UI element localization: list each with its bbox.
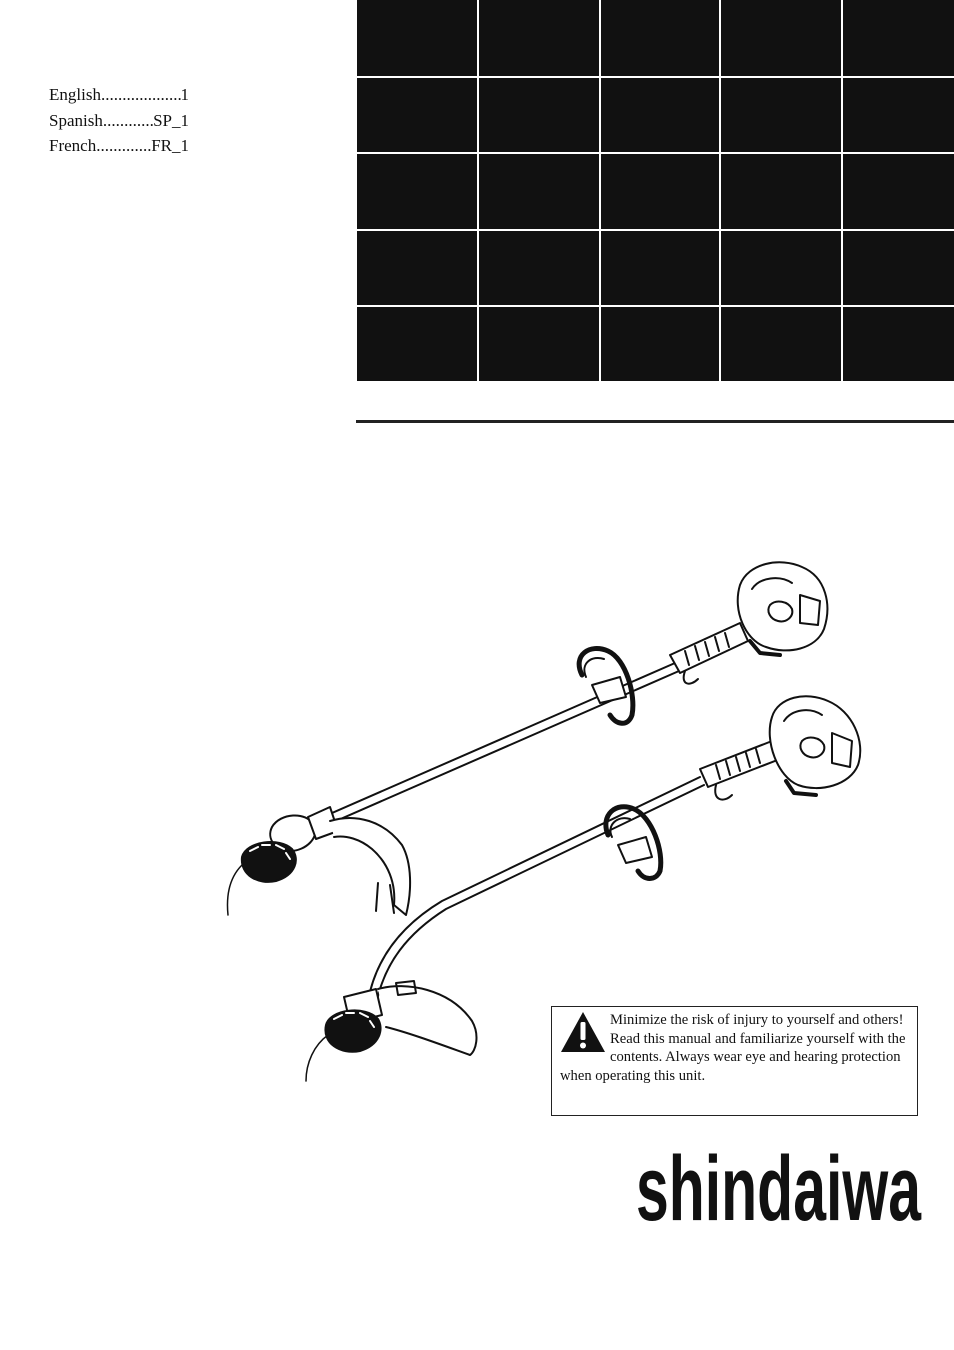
grid-block (479, 0, 599, 76)
shindaiwa-logo (636, 1148, 924, 1228)
toc-label: Spanish (49, 110, 103, 130)
grid-block (721, 0, 841, 76)
grid-block (479, 231, 599, 305)
table-of-contents (49, 82, 189, 159)
grid-block (843, 0, 954, 76)
grid-block (479, 307, 599, 381)
toc-label: English (49, 85, 101, 104)
toc-page-number: 1 (180, 85, 189, 104)
toc-leader-dots (96, 133, 151, 159)
grid-block (843, 231, 954, 305)
grid-block (601, 307, 719, 381)
safety-warning-box (551, 1006, 918, 1116)
grid-block (357, 154, 477, 229)
toc-entry-spanish[interactable] (49, 108, 189, 134)
grid-block (843, 154, 954, 229)
grid-block (843, 307, 954, 381)
grid-block (357, 307, 477, 381)
grid-block (843, 78, 954, 152)
horizontal-rule (356, 420, 954, 423)
toc-entry-french[interactable] (49, 133, 189, 159)
toc-leader-dots (103, 108, 153, 134)
grid-block (601, 0, 719, 76)
grid-block (357, 231, 477, 305)
grid-block (721, 78, 841, 152)
grid-block (721, 307, 841, 381)
decorative-block-grid (357, 0, 954, 377)
grid-block (357, 0, 477, 76)
grid-block (479, 154, 599, 229)
grid-block (601, 154, 719, 229)
warning-triangle-icon (560, 1011, 606, 1053)
toc-entry-english[interactable] (49, 82, 189, 108)
grid-block (601, 231, 719, 305)
toc-leader-dots (101, 82, 181, 108)
logo-wordmark: shindaiwa (636, 1148, 922, 1228)
toc-page-number: FR_1 (151, 136, 189, 155)
grid-block (601, 78, 719, 152)
grid-block (721, 154, 841, 229)
trimmer-straight-shaft (228, 562, 828, 915)
toc-page-number: SP_1 (153, 110, 189, 130)
warning-text: Minimize the risk of injury to yourself and others! Read this manual and familiarize yourself with the contents. Always wear eye and hearing protection when operating this unit. (560, 1012, 906, 1084)
toc-label: French (49, 136, 97, 155)
grid-block (479, 78, 599, 152)
grid-block (357, 78, 477, 152)
grid-block (721, 231, 841, 305)
